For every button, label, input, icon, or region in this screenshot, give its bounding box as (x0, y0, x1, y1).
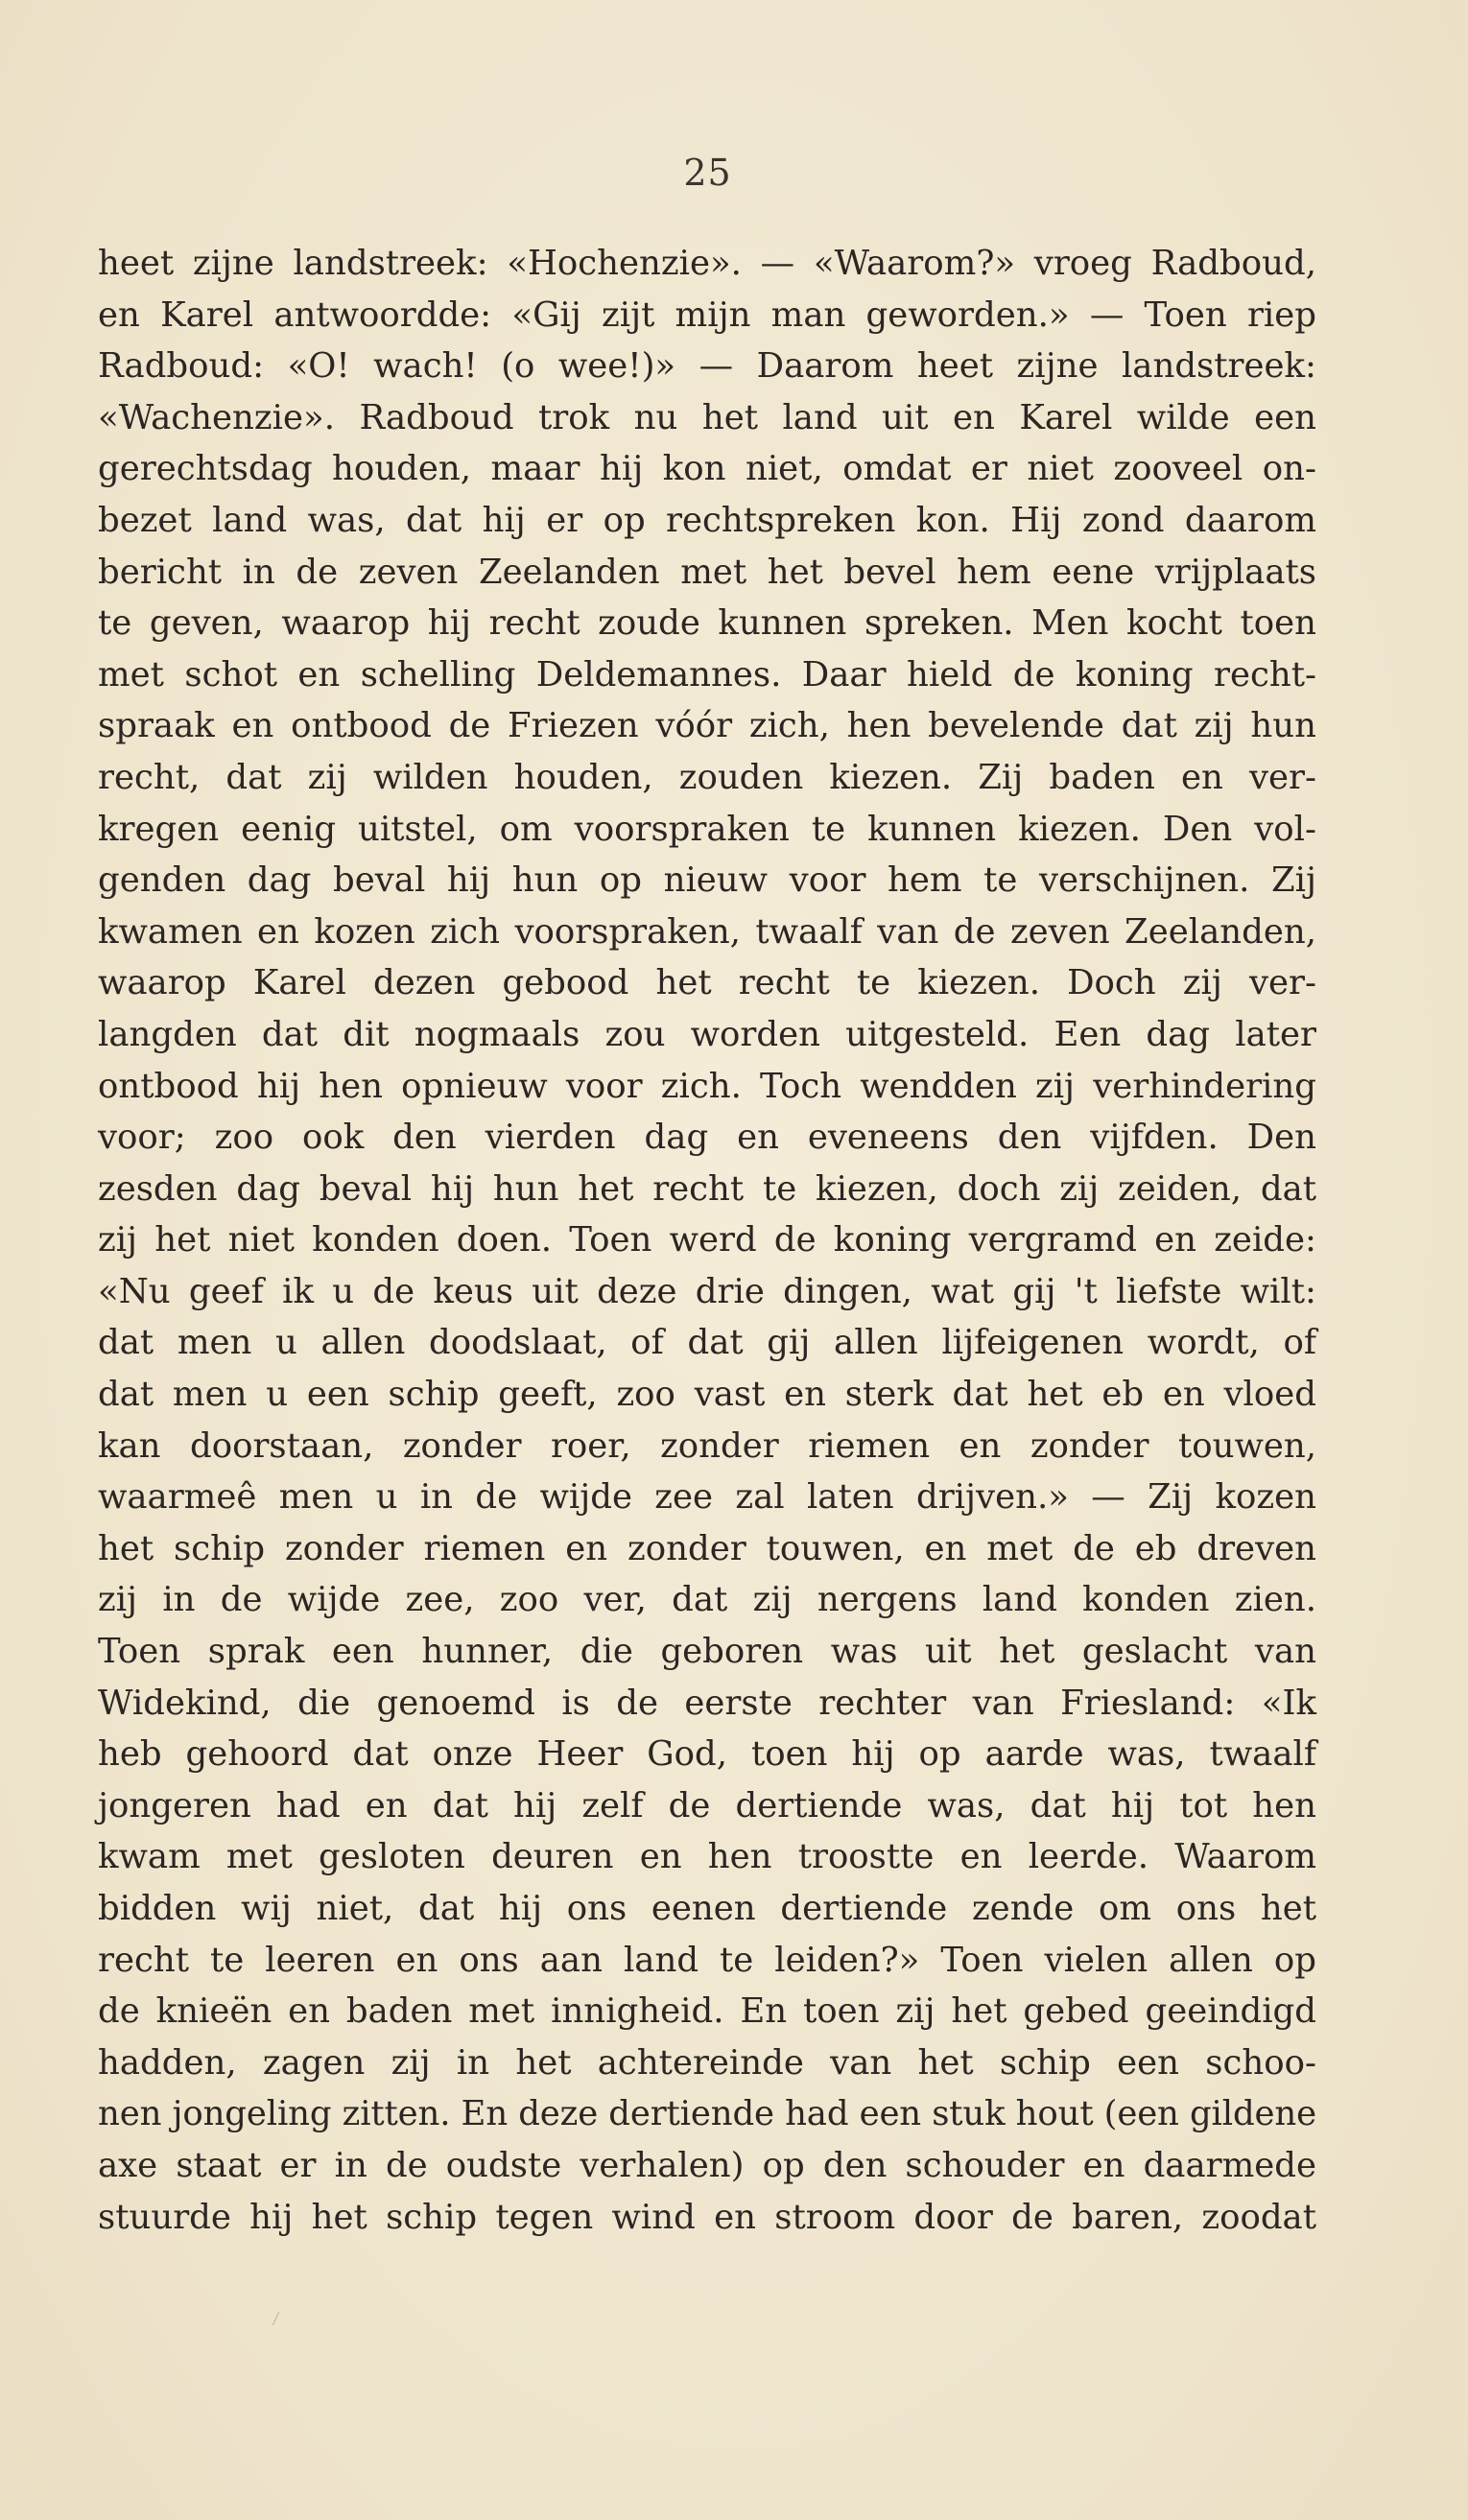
text-line: waarop Karel dezen gebood het recht te kiezen. Doch zij ver- (98, 963, 1316, 1003)
text-line: met schot en schelling Deldemannes. Daar hield de koning recht- (98, 654, 1316, 695)
text-line: langden dat dit nogmaals zou worden uitgesteld. Een dag later (98, 1014, 1316, 1054)
text-line: recht, dat zij wilden houden, zouden kiezen. Zij baden en ver- (98, 757, 1316, 797)
text-line: ontbood hij hen opnieuw voor zich. Toch wendden zij verhindering (98, 1066, 1316, 1106)
text-line: heet zijne landstreek: «Hochenzie». — «Waarom?» vroeg Radboud, (98, 244, 1316, 283)
pencil-mark (272, 2312, 290, 2325)
text-line: kregen eenig uitstel, om voorspraken te kunnen kiezen. Den vol- (98, 809, 1316, 849)
text-line: gerechtsdag houden, maar hij kon niet, omdat er niet zooveel on- (98, 449, 1316, 489)
text-line: «Nu geef ik u de keus uit deze drie dingen, wat gij 't liefste wilt: (98, 1271, 1316, 1311)
text-line: zesden dag beval hij hun het recht te kiezen, doch zij zeiden, dat (98, 1168, 1316, 1209)
page-number: 25 (683, 152, 732, 194)
text-line: stuurde hij het schip tegen wind en stroom door de baren, zoodat (98, 2197, 1316, 2237)
text-line: nen jongeling zitten. En deze dertiende had een stuk hout (een gildene (98, 2094, 1316, 2134)
text-line: jongeren had en dat hij zelf de dertiende was, dat hij tot hen (98, 1785, 1316, 1825)
text-line: dat men u allen doodslaat, of dat gij allen lijfeigenen wordt, of (98, 1323, 1316, 1363)
text-line: zij het niet konden doen. Toen werd de koning vergramd en zeide: (98, 1220, 1316, 1260)
text-line: heb gehoord dat onze Heer God, toen hij op aarde was, twaalf (98, 1734, 1316, 1775)
text-line: en Karel antwoordde: «Gij zijt mijn man geworden.» — Toen riep (98, 294, 1316, 335)
text-line: «Wachenzie». Radboud trok nu het land uit en Karel wilde een (98, 397, 1316, 437)
text-line: Toen sprak een hunner, die geboren was uit het geslacht van (98, 1632, 1316, 1672)
text-line: Widekind, die genoemd is de eerste rechter van Friesland: «Ik (98, 1683, 1316, 1723)
text-line: bezet land was, dat hij er op rechtspreken kon. Hij zond daarom (98, 500, 1316, 540)
text-line: Radboud: «O! wach! (o wee!)» — Daarom heet zijne landstreek: (98, 346, 1316, 387)
text-line: genden dag beval hij hun op nieuw voor hem te verschijnen. Zij (98, 860, 1316, 901)
text-line: kwamen en kozen zich voorspraken, twaalf van de zeven Zeelanden, (98, 911, 1316, 952)
text-line: het schip zonder riemen en zonder touwen, en met de eb dreven (98, 1528, 1316, 1568)
text-line: te geven, waarop hij recht zoude kunnen spreken. Men kocht toen (98, 603, 1316, 644)
text-line: bericht in de zeven Zeelanden met het bevel hem eene vrijplaats (98, 552, 1316, 592)
text-line: dat men u een schip geeft, zoo vast en sterk dat het eb en vloed (98, 1375, 1316, 1415)
text-line: kan doorstaan, zonder roer, zonder riemen en zonder touwen, (98, 1425, 1316, 1466)
text-line: hadden, zagen zij in het achtereinde van het schip een schoo- (98, 2042, 1316, 2083)
text-line: zij in de wijde zee, zoo ver, dat zij nergens land konden zien. (98, 1580, 1316, 1620)
body-text (98, 238, 1316, 2243)
text-line: de knieën en baden met innigheid. En toen zij het gebed geeindigd (98, 1991, 1316, 2032)
text-line: bidden wij niet, dat hij ons eenen dertiende zende om ons het (98, 1889, 1316, 1928)
text-line: waarmeê men u in de wijde zee zal laten drijven.» — Zij kozen (98, 1477, 1316, 1518)
text-line: spraak en ontbood de Friezen vóór zich, hen bevelende dat zij hun (98, 706, 1316, 746)
text-line: kwam met gesloten deuren en hen troostte en leerde. Waarom (98, 1837, 1316, 1877)
text-line: recht te leeren en ons aan land te leiden?» Toen vielen allen op (98, 1940, 1316, 1980)
text-line: axe staat er in de oudste verhalen) op den schouder en daarmede (98, 2145, 1316, 2185)
text-line: voor; zoo ook den vierden dag en eveneens den vijfden. Den (98, 1118, 1316, 1158)
